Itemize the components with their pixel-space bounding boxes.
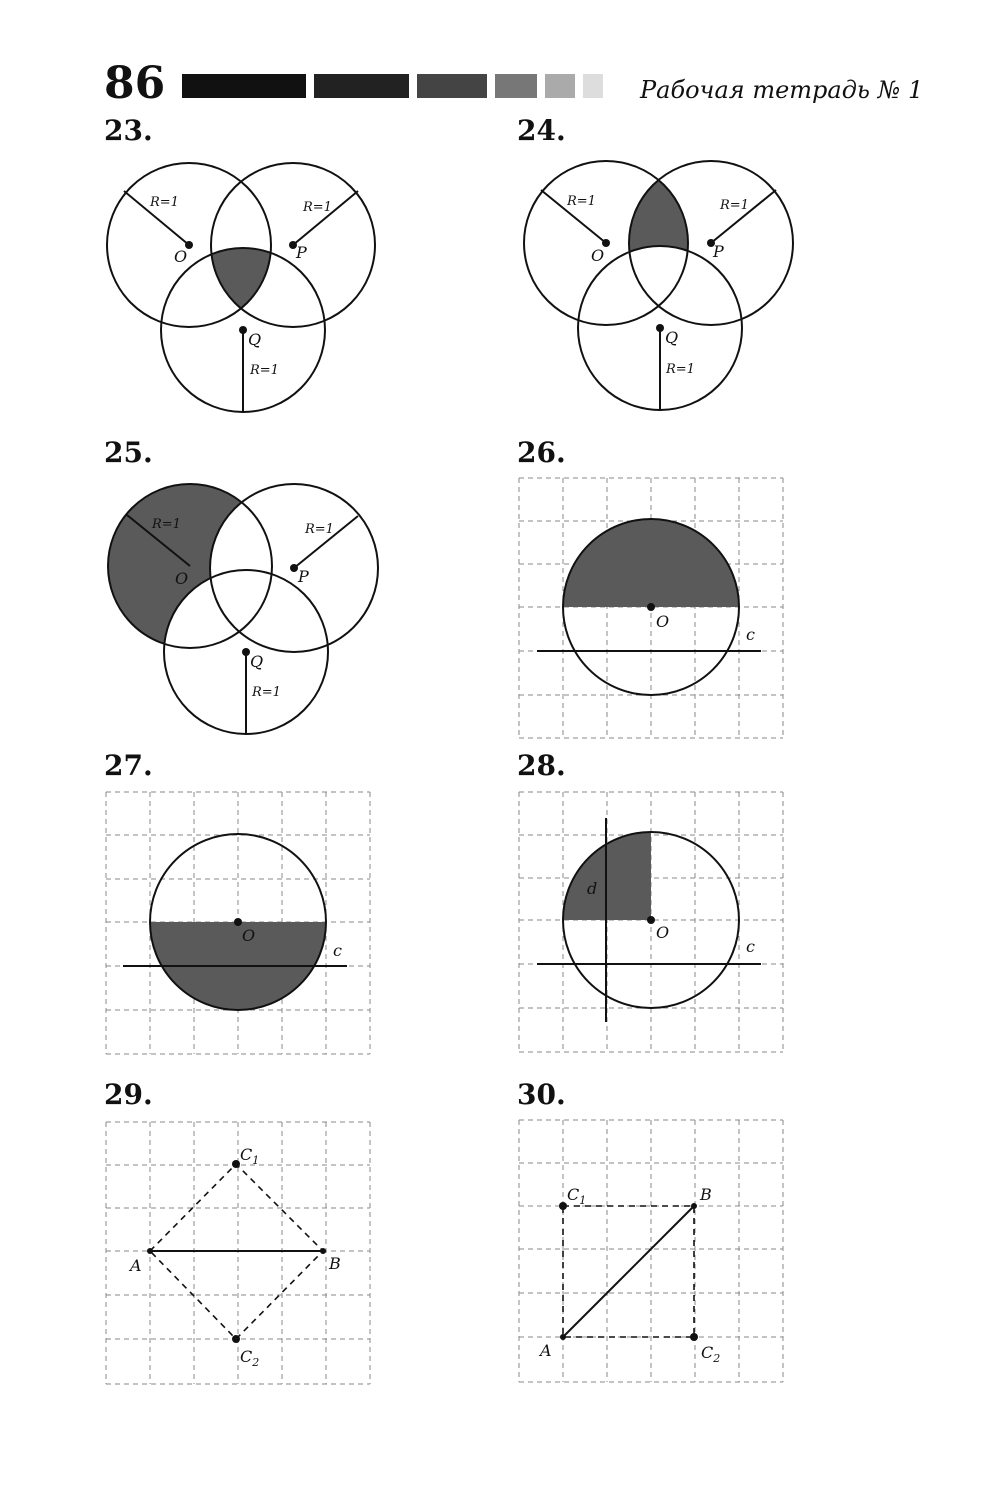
point-label: B [700, 1185, 712, 1204]
exercise-25 [104, 436, 378, 734]
center-point [647, 603, 655, 611]
exercise-number: 25. [104, 436, 153, 469]
point-label: O [174, 247, 188, 266]
segment-ab [563, 1206, 694, 1337]
center-point [656, 324, 664, 332]
radius-label: R=1 [567, 194, 596, 209]
radius-label: R=1 [305, 522, 334, 537]
radius-label: R=1 [250, 363, 279, 378]
point-label: Q [665, 328, 679, 347]
point-label: Q [250, 652, 264, 671]
point-c2 [690, 1333, 698, 1341]
page-header [104, 58, 923, 109]
exercise-number: 29. [104, 1078, 153, 1111]
radius-label: R=1 [150, 195, 179, 210]
point-label: O [656, 612, 670, 631]
point-c1 [559, 1202, 567, 1210]
dashed-grid [519, 1120, 783, 1382]
line-label: c [746, 625, 755, 644]
exercise-number: 26. [517, 436, 566, 469]
exercise-26 [517, 436, 783, 738]
point-label: O [175, 569, 189, 588]
exercise-number: 23. [104, 114, 153, 147]
center-point [290, 564, 298, 572]
point-label: Q [248, 330, 262, 349]
exercise-number: 28. [517, 749, 566, 782]
header-gradient-bar [182, 74, 603, 98]
radius-label: R=1 [252, 685, 281, 700]
point-label: A [130, 1256, 142, 1275]
point-label-c2: $C_2$ [701, 1343, 721, 1365]
point-label: O [242, 926, 256, 945]
point-label: O [656, 923, 670, 942]
exercise-24 [517, 114, 793, 410]
point-label-c1: $C_1$ [240, 1145, 260, 1167]
exercise-28 [517, 749, 783, 1052]
exercise-number: 27. [104, 749, 153, 782]
center-point [234, 918, 242, 926]
radius-label: R=1 [152, 517, 181, 532]
shaded-segment [563, 519, 739, 607]
point-label: P [296, 243, 307, 262]
center-point [239, 326, 247, 334]
workbook-title: Рабочая тетрадь № 1 [640, 76, 924, 104]
point-label: B [329, 1254, 341, 1273]
line-label: c [746, 937, 755, 956]
line-label: d [587, 879, 598, 898]
point-label: P [713, 242, 724, 261]
point-label-c2: $C_2$ [240, 1347, 260, 1369]
point-label: O [591, 246, 605, 265]
line-label: c [333, 941, 342, 960]
exercise-23 [104, 114, 375, 412]
exercise-27 [104, 749, 370, 1054]
exercise-number: 30. [517, 1078, 566, 1111]
radius-label: R=1 [666, 362, 695, 377]
exercise-30 [517, 1078, 783, 1382]
radius-label: R=1 [720, 198, 749, 213]
center-point [242, 648, 250, 656]
radius-label: R=1 [303, 200, 332, 215]
page-number: 86 [104, 58, 166, 109]
point-label: P [298, 567, 309, 586]
center-point [647, 916, 655, 924]
point-label-c1: $C_1$ [567, 1185, 587, 1207]
point-c1 [232, 1160, 240, 1168]
point-label: A [540, 1341, 552, 1360]
point-c2 [232, 1335, 240, 1343]
exercise-29 [104, 1078, 370, 1384]
exercise-number: 24. [517, 114, 566, 147]
